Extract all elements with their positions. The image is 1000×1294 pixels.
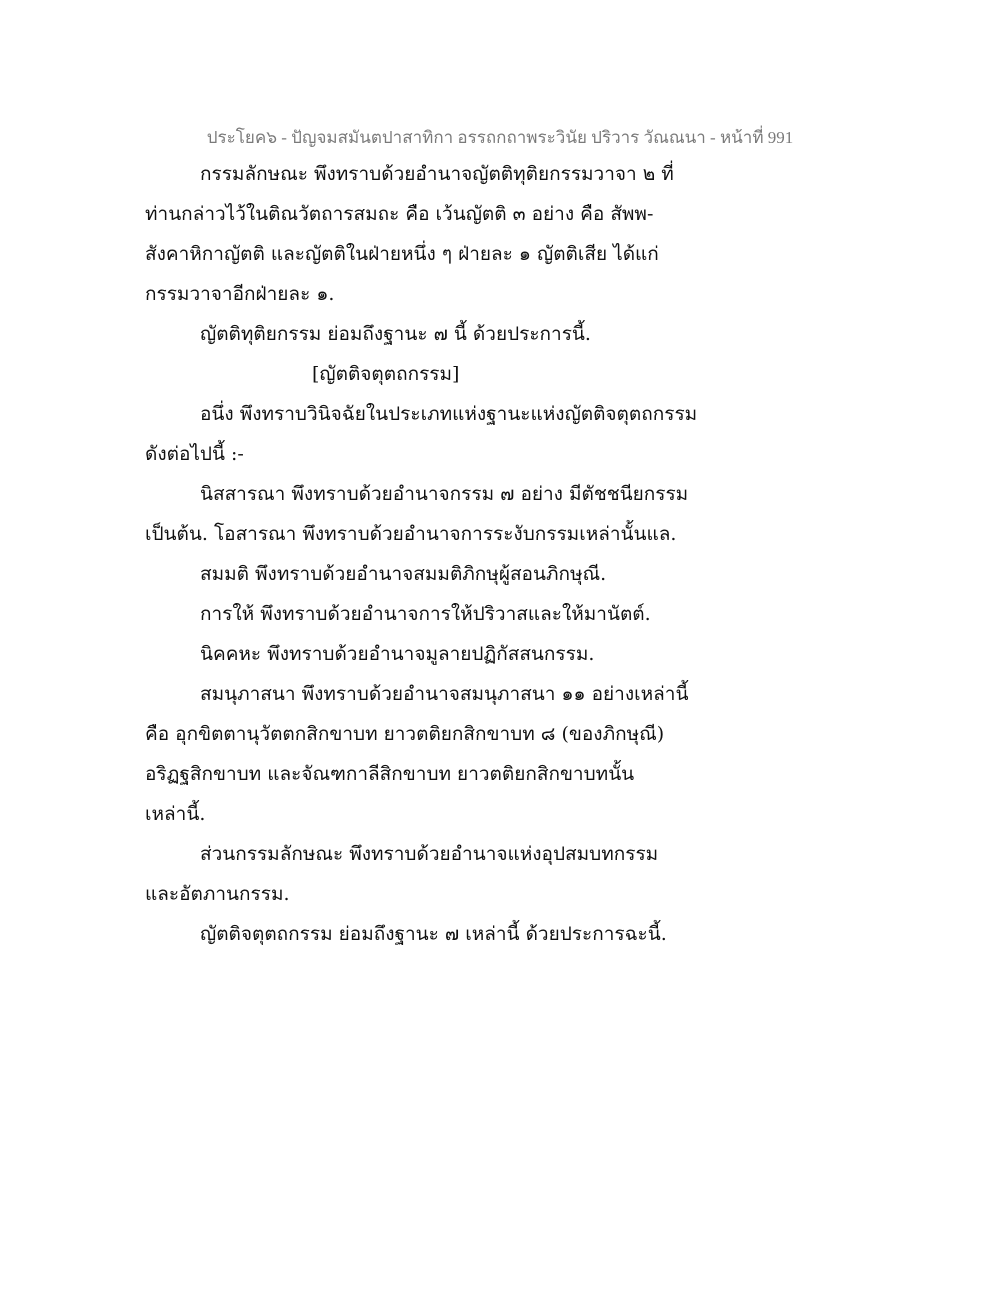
text-line: ดังต่อไปนี้ :- [145,443,244,465]
text-line: อนึ่ง พึงทราบวินิจฉัยในประเภทแห่งฐานะแห่งญัตติจตุตถกรรม [200,403,698,425]
text-line: ส่วนกรรมลักษณะ พึงทราบด้วยอำนาจแห่งอุปสมบทกรรม [200,843,659,865]
text-line: ญัตติจตุตถกรรม ย่อมถึงฐานะ ๗ เหล่านี้ ด้วยประการฉะนี้. [200,923,667,945]
text-line: สมมติ พึงทราบด้วยอำนาจสมมติภิกษุผู้สอนภิกษุณี. [200,563,607,585]
text-line: ท่านกล่าวไว้ในติณวัตถารสมถะ คือ เว้นญัตติ ๓ อย่าง คือ สัพพ- [145,203,654,225]
text-line: เหล่านี้. [145,803,206,825]
text-line: คือ อุกขิตตานุวัตตกสิกขาบท ยาวตติยกสิกขาบท ๘ (ของภิกษุณี) [145,723,665,745]
text-line: นิคคหะ พึงทราบด้วยอำนาจมูลายปฏิกัสสนกรรม. [200,643,595,665]
text-line: เป็นต้น. โอสารณา พึงทราบด้วยอำนาจการระงับกรรมเหล่านั้นแล. [145,523,677,545]
text-line: กรรมลักษณะ พึงทราบด้วยอำนาจญัตติทุติยกรรมวาจา ๒ ที่ [200,163,674,185]
text-line: นิสสารณา พึงทราบด้วยอำนาจกรรม ๗ อย่าง มีตัชชนียกรรม [200,483,689,505]
text-line: และอัตภานกรรม. [145,883,290,905]
text-line: สังคาหิกาญัตติ และญัตติในฝ่ายหนึ่ง ๆ ฝ่ายละ ๑ ญัตติเสีย ได้แก่ [145,243,659,265]
text-line: อริฏฐสิกขาบท และจัณฑกาลีสิกขาบท ยาวตติยกสิกขาบทนั้น [145,763,635,785]
section-heading: [ญัตติจตุตถกรรม] [312,363,460,385]
text-line: กรรมวาจาอีกฝ่ายละ ๑. [145,283,335,305]
page-header: ประโยค๖ - ปัญจมสมันตปาสาทิกา อรรถกถาพระวินัย ปริวาร วัณณนา - หน้าที่ 991 [206,128,794,147]
text-line: ญัตติทุติยกรรม ย่อมถึงฐานะ ๗ นี้ ด้วยประการนี้. [200,323,591,345]
text-line: การให้ พึงทราบด้วยอำนาจการให้ปริวาสและให้มานัตต์. [200,603,651,625]
text-line: สมนุภาสนา พึงทราบด้วยอำนาจสมนุภาสนา ๑๑ อย่างเหล่านี้ [200,683,689,705]
